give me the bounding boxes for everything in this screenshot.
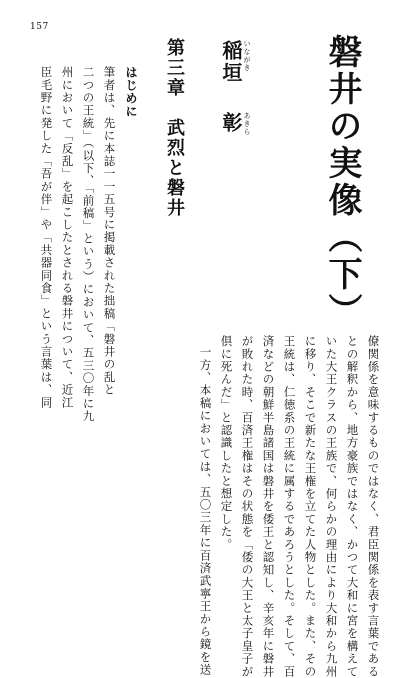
body-text-column: に移り、そこで新たな王権を立てた人物とした。また、その [303,335,318,678]
page-number: 157 [30,22,49,32]
body-text-column: 僚関係を意味するものではなく、君臣関係を表す言葉である [366,335,381,678]
author-given-name: 彰 [219,112,243,132]
body-text-column: いた大王クラスの王族で、何らかの理由により大和から九州 [324,335,339,678]
section-heading: はじめに [124,66,138,118]
author-given-ruby: あきら [243,112,251,136]
body-text-column: が敗れた時、百済王権はその状態を「倭の大王と太子皇子が [240,335,255,678]
article-title: 磐井の実像（下） [322,34,362,330]
body-text-column: 州において「反乱」を起こしたとされる磐井について、近江 [60,66,75,409]
body-text-column: 臣毛野に発した「吾が伴」や「共器同食」という言葉は、同 [39,66,54,409]
author-surname-ruby: いながき [243,40,251,72]
body-text-column: 倶に死んだ」と認識したと想定した。 [219,335,234,551]
chapter-heading: 第三章 武烈と磐井 [164,38,185,218]
body-text-column: との解釈から、地方豪族ではなく、かつて大和に宮を構えて [345,335,360,678]
author-surname: 稲垣 [219,40,243,84]
body-text-column: 一方、本稿においては、五〇三年に百済武寧王から鏡を送 [198,346,213,677]
body-text-column: 済などの朝鮮半島諸国は磐井を倭王と認知し、辛亥年に磐井 [261,335,276,678]
body-text-column: 二つの王統」（以下、「前稿」という）において、五三〇年に九 [81,66,96,423]
body-text-column: 王統は、仁徳系の王統に属するであろうとした。そして、百 [282,335,297,678]
body-text-column: 筆者は、先に本誌一一五号に掲載された拙稿「磐井の乱と [102,66,117,397]
